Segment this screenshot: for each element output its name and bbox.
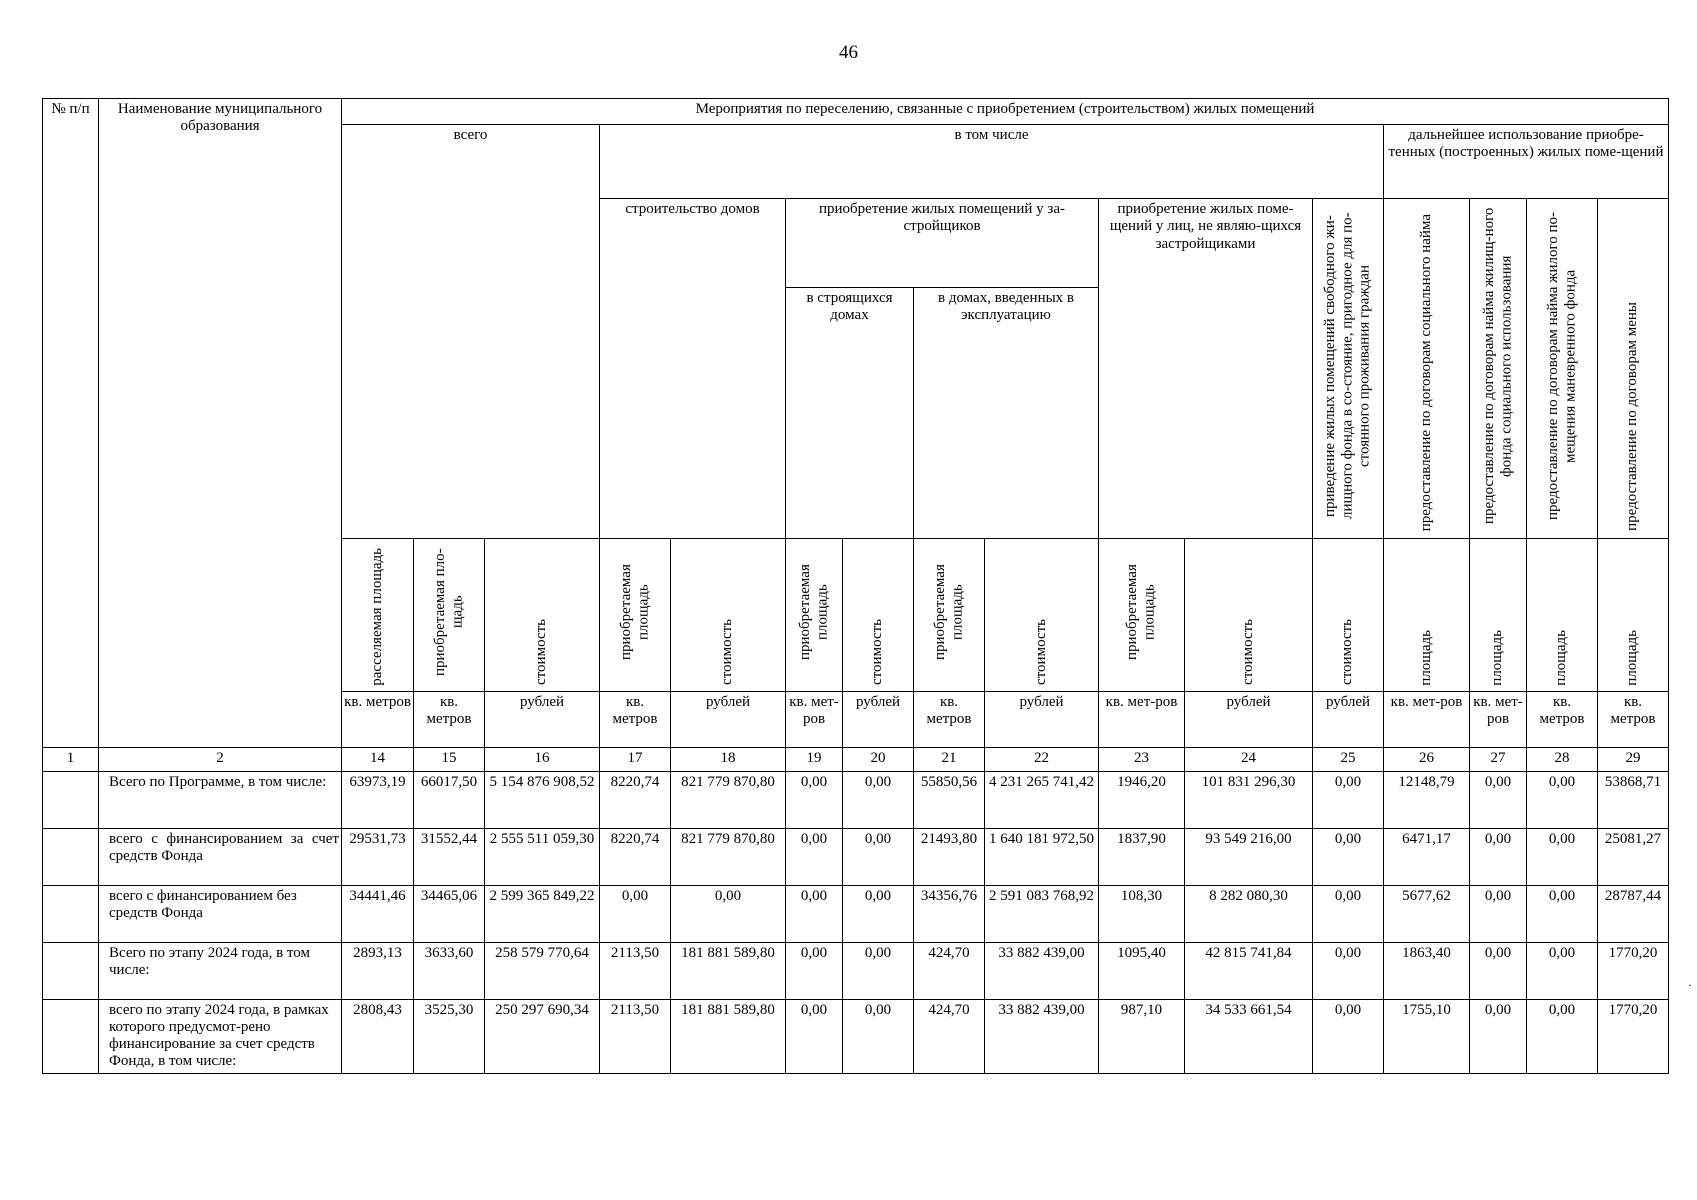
table-cell: 0,00	[843, 999, 914, 1073]
unit-cell: кв. мет-ров	[1384, 691, 1470, 747]
column-number: 14	[342, 747, 414, 771]
header-social-use-rent: предоставление по договорам найма жилищ-ного фонда социального использования	[1470, 199, 1527, 539]
unit-cell: кв. метров	[414, 691, 485, 747]
unit-cell: кв. метров	[1598, 691, 1669, 747]
sub-cost-non-developers: стоимость	[1185, 539, 1313, 691]
unit-cell: кв. метров	[342, 691, 414, 747]
table-cell: 1095,40	[1099, 942, 1185, 999]
table-cell: 0,00	[671, 885, 786, 942]
row-name: Всего по Программе, в том числе:	[99, 771, 342, 828]
table-cell: 8220,74	[600, 828, 671, 885]
header-including: в том числе	[600, 125, 1384, 199]
table-cell: 0,00	[1470, 999, 1527, 1073]
table-cell: 108,30	[1099, 885, 1185, 942]
unit-cell: кв. мет-ров	[1470, 691, 1527, 747]
table-cell: 0,00	[1313, 999, 1384, 1073]
sub-cost-total: стоимость	[485, 539, 600, 691]
table-cell: 34465,06	[414, 885, 485, 942]
sub-cost-commissioned: стоимость	[985, 539, 1099, 691]
column-number: 25	[1313, 747, 1384, 771]
table-cell: 28787,44	[1598, 885, 1669, 942]
table-row	[43, 999, 1669, 1073]
table-cell: 2 555 511 059,30	[485, 828, 600, 885]
header-name: Наименование муниципального образования	[99, 99, 342, 748]
column-number: 28	[1527, 747, 1598, 771]
column-number-row	[43, 747, 1669, 771]
sub-area-social-rent: площадь	[1384, 539, 1470, 691]
table-cell: 8220,74	[600, 771, 671, 828]
header-total: всего	[342, 125, 600, 539]
unit-cell: кв. метров	[1527, 691, 1598, 747]
table-row	[43, 885, 1669, 942]
table-cell: 2 599 365 849,22	[485, 885, 600, 942]
unit-cell: рублей	[843, 691, 914, 747]
sub-cost-construction: стоимость	[671, 539, 786, 691]
sub-acquired-area-commissioned: приобретаемая площадь	[914, 539, 985, 691]
column-number: 23	[1099, 747, 1185, 771]
table-cell: 987,10	[1099, 999, 1185, 1073]
row-num	[43, 999, 99, 1073]
table-cell: 33 882 439,00	[985, 942, 1099, 999]
table-cell: 0,00	[786, 771, 843, 828]
unit-cell: кв. метров	[914, 691, 985, 747]
column-number: 15	[414, 747, 485, 771]
table-cell: 8 282 080,30	[1185, 885, 1313, 942]
table-cell: 21493,80	[914, 828, 985, 885]
unit-cell: рублей	[671, 691, 786, 747]
table-cell: 4 231 265 741,42	[985, 771, 1099, 828]
sub-area-exchange: площадь	[1598, 539, 1669, 691]
page-number: 46	[839, 42, 858, 63]
sub-acquired-area-under-construction: приобретаемая площадь	[786, 539, 843, 691]
row-num	[43, 885, 99, 942]
table-cell: 34 533 661,54	[1185, 999, 1313, 1073]
table-cell: 1863,40	[1384, 942, 1470, 999]
column-number: 20	[843, 747, 914, 771]
table-row	[43, 771, 1669, 828]
unit-cell: кв. метров	[600, 691, 671, 747]
sub-resettled-area: расселяемая площадь	[342, 539, 414, 691]
table-cell: 2113,50	[600, 999, 671, 1073]
table-cell: 0,00	[843, 885, 914, 942]
header-under-construction: в строящихся домах	[786, 287, 914, 538]
table-cell: 0,00	[1470, 828, 1527, 885]
unit-cell: рублей	[485, 691, 600, 747]
table-cell: 1770,20	[1598, 942, 1669, 999]
row-name: всего по этапу 2024 года, в рамках которого предусмот-рено финансирование за счет средств Фонда, в том числе:	[99, 999, 342, 1073]
table-cell: 5677,62	[1384, 885, 1470, 942]
table-cell: 42 815 741,84	[1185, 942, 1313, 999]
table-cell: 2 591 083 768,92	[985, 885, 1099, 942]
table-cell: 0,00	[1527, 828, 1598, 885]
table-cell: 0,00	[1527, 771, 1598, 828]
table-cell: 821 779 870,80	[671, 771, 786, 828]
table-cell: 2113,50	[600, 942, 671, 999]
column-number: 22	[985, 747, 1099, 771]
table-cell: 93 549 216,00	[1185, 828, 1313, 885]
table-cell: 0,00	[1313, 771, 1384, 828]
row-name: всего с финансированием за счет средств Фонда	[99, 828, 342, 885]
table-cell: 6471,17	[1384, 828, 1470, 885]
column-number: 26	[1384, 747, 1470, 771]
column-number: 19	[786, 747, 843, 771]
table-cell: 2808,43	[342, 999, 414, 1073]
sub-area-maneuver-rent: площадь	[1527, 539, 1598, 691]
unit-cell: кв. мет-ров	[786, 691, 843, 747]
header-maneuver-rent: предоставление по договорам найма жилого по-мещения маневренного фонда	[1527, 199, 1598, 539]
row-name: Всего по этапу 2024 года, в том числе:	[99, 942, 342, 999]
table-cell: 424,70	[914, 999, 985, 1073]
table-cell: 0,00	[1313, 828, 1384, 885]
sub-acquired-area-construction: приобретаемая площадь	[600, 539, 671, 691]
table-cell: 181 881 589,80	[671, 999, 786, 1073]
table-cell: 0,00	[843, 828, 914, 885]
unit-cell: рублей	[985, 691, 1099, 747]
table-cell: 1755,10	[1384, 999, 1470, 1073]
header-bringing: приведение жилых помещений свободного жи-лищного фонда в со-стояние, пригодное для по-стоянного проживания граждан	[1313, 199, 1384, 539]
column-number: 27	[1470, 747, 1527, 771]
table-cell: 1770,20	[1598, 999, 1669, 1073]
table-cell: 2893,13	[342, 942, 414, 999]
header-measures: Мероприятия по переселению, связанные с приобретением (строительством) жилых помещений	[342, 99, 1669, 125]
table-cell: 0,00	[1313, 885, 1384, 942]
table-cell: 821 779 870,80	[671, 828, 786, 885]
sub-acquired-area-non-developers: приобретаемая площадь	[1099, 539, 1185, 691]
table-cell: 0,00	[843, 771, 914, 828]
table-cell: 12148,79	[1384, 771, 1470, 828]
table-cell: 31552,44	[414, 828, 485, 885]
table-cell: 3633,60	[414, 942, 485, 999]
table-cell: 101 831 296,30	[1185, 771, 1313, 828]
table-cell: 0,00	[1527, 885, 1598, 942]
row-num	[43, 828, 99, 885]
column-number: 2	[99, 747, 342, 771]
row-num	[43, 771, 99, 828]
table-cell: 5 154 876 908,52	[485, 771, 600, 828]
unit-cell: рублей	[1313, 691, 1384, 747]
header-social-rent: предоставление по договорам социального найма	[1384, 199, 1470, 539]
table-cell: 1946,20	[1099, 771, 1185, 828]
table-cell: 55850,56	[914, 771, 985, 828]
header-from-non-developers: приобретение жилых поме-щений у лиц, не являю-щихся застройщиками	[1099, 199, 1313, 539]
header-from-developers: приобретение жилых помещений у за-стройщиков	[786, 199, 1099, 288]
table-cell: 0,00	[786, 885, 843, 942]
column-number: 16	[485, 747, 600, 771]
column-number: 18	[671, 747, 786, 771]
table-cell: 0,00	[1470, 885, 1527, 942]
table-cell: 0,00	[786, 999, 843, 1073]
table-cell: 63973,19	[342, 771, 414, 828]
sub-area-social-use-rent: площадь	[1470, 539, 1527, 691]
table-cell: 66017,50	[414, 771, 485, 828]
table-cell: 25081,27	[1598, 828, 1669, 885]
table-cell: 0,00	[1527, 942, 1598, 999]
column-number: 24	[1185, 747, 1313, 771]
table-cell: 0,00	[786, 828, 843, 885]
table-row	[43, 942, 1669, 999]
row-num	[43, 942, 99, 999]
table-cell: 1837,90	[1099, 828, 1185, 885]
sub-cost-under-construction: стоимость	[843, 539, 914, 691]
sub-cost-bringing: стоимость	[1313, 539, 1384, 691]
table-cell: 1 640 181 972,50	[985, 828, 1099, 885]
table-body	[43, 771, 1669, 1073]
table-row	[43, 828, 1669, 885]
row-name: всего с финансированием без средств Фонда	[99, 885, 342, 942]
header-num: № п/п	[43, 99, 99, 748]
unit-cell: кв. мет-ров	[1099, 691, 1185, 747]
header-exchange: предоставление по договорам мены	[1598, 199, 1669, 539]
table-cell: 0,00	[786, 942, 843, 999]
table-cell: 34356,76	[914, 885, 985, 942]
table-cell: 33 882 439,00	[985, 999, 1099, 1073]
table-cell: 181 881 589,80	[671, 942, 786, 999]
table-cell: 0,00	[1470, 771, 1527, 828]
header-commissioned: в домах, введенных в эксплуатацию	[914, 287, 1099, 538]
column-number: 17	[600, 747, 671, 771]
column-number: 1	[43, 747, 99, 771]
table-cell: 34441,46	[342, 885, 414, 942]
table-cell: 0,00	[1470, 942, 1527, 999]
column-number: 21	[914, 747, 985, 771]
table-cell: 29531,73	[342, 828, 414, 885]
header-further-use: дальнейшее использование приобре-тенных (построенных) жилых поме-щений	[1384, 125, 1669, 199]
table-cell: 0,00	[1527, 999, 1598, 1073]
table-cell: 0,00	[1313, 942, 1384, 999]
table-cell: 258 579 770,64	[485, 942, 600, 999]
table-cell: 424,70	[914, 942, 985, 999]
resettlement-table	[42, 98, 1669, 1074]
table-cell: 250 297 690,34	[485, 999, 600, 1073]
column-number: 29	[1598, 747, 1669, 771]
table-cell: 0,00	[843, 942, 914, 999]
unit-cell: рублей	[1185, 691, 1313, 747]
table-cell: 0,00	[600, 885, 671, 942]
sub-acquired-area-total: приобретаемая пло-щадь	[414, 539, 485, 691]
header-construction: строительство домов	[600, 199, 786, 539]
table-cell: 53868,71	[1598, 771, 1669, 828]
margin-mark: ·	[1688, 978, 1692, 992]
table-cell: 3525,30	[414, 999, 485, 1073]
